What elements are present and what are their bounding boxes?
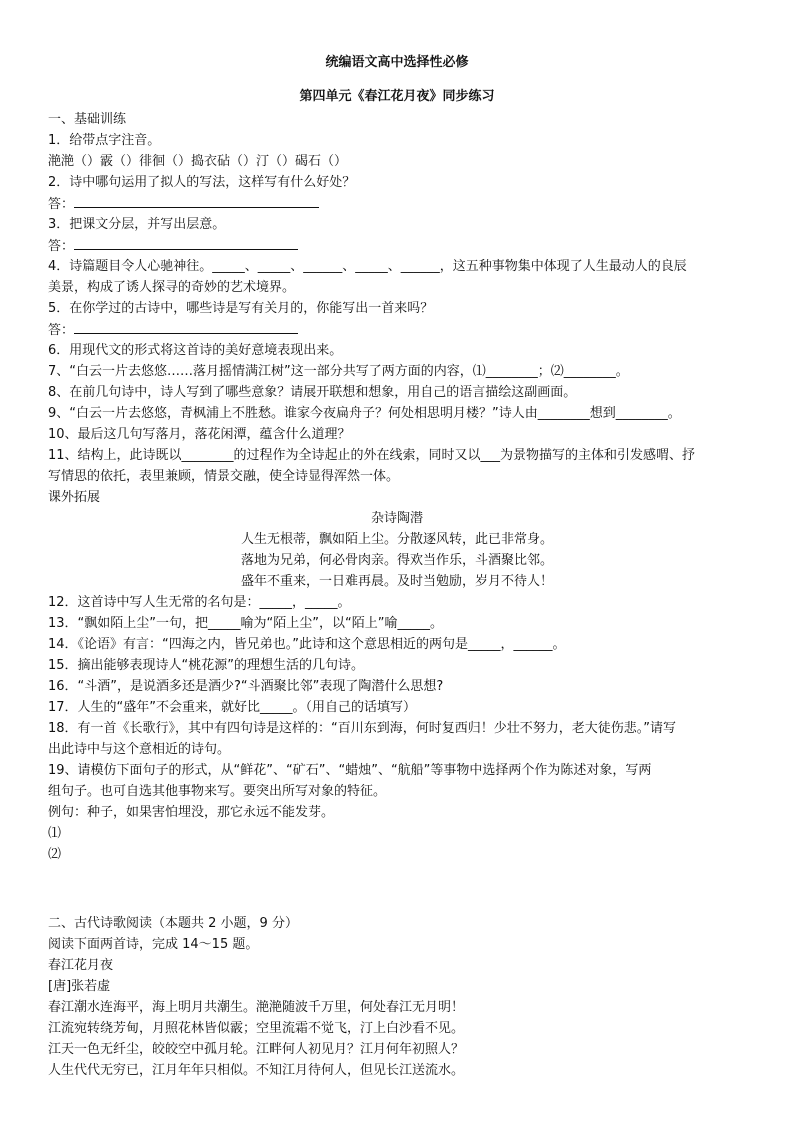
question-18b: 出此诗中与这个意相近的诗句。 xyxy=(48,742,231,757)
question-4a: 4．诗篇题目令人心驰神往。_____、_____、______、_____、______，这五种事物集中体现了人生最动人的良辰 xyxy=(48,259,687,274)
section2-poem-line: 春江潮水连海平，海上明月共潮生。滟滟随波千万里，何处春江无月明！ xyxy=(48,1000,465,1015)
question-2: 2．诗中哪句运用了拟人的写法，这样写有什么好处？ xyxy=(48,175,356,190)
answer-label: 答： xyxy=(48,197,75,212)
question-19b: 组句子。也可自选其他事物来写。要突出所写对象的特征。 xyxy=(48,784,387,799)
question-10: 10、最后这几句写落月，落花闲潭，蕴含什么道理？ xyxy=(48,427,351,442)
question-14: 14．《论语》有言：“四海之内，皆兄弟也。”此诗和这个意思相近的两句是_____，______。 xyxy=(48,637,566,652)
example-sentence: 例句：种子，如果害怕埋没，那它永远不能发芽。 xyxy=(48,805,335,820)
question-17: 17．人生的“盛年”不会重来，就好比_____。（用自己的话填写） xyxy=(48,700,417,715)
section2-poem-line: 江流宛转绕芳甸，月照花林皆似霰；空里流霜不觉飞，汀上白沙看不见。 xyxy=(48,1021,465,1036)
section1-heading: 一、基础训练 xyxy=(48,112,127,127)
extension-poem-line: 人生无根蒂，飘如陌上尘。分散逐风转，此已非常身。 xyxy=(240,532,553,547)
question-9: 9、“白云一片去悠悠，青枫浦上不胜愁。谁家今夜扁舟子？何处相思明月楼？”诗人由________想到________。 xyxy=(48,406,681,421)
document-title: 统编语文高中选择性必修 xyxy=(325,55,469,70)
question-13: 13．“飘如陌上尘”一句，把_____喻为“陌上尘”，以“陌上”喻_____。 xyxy=(48,616,443,631)
answer-line-2 xyxy=(48,195,754,214)
answer-line-3 xyxy=(48,237,754,256)
question-4b: 美景，构成了诱人探寻的奇妙的艺术境界。 xyxy=(48,280,296,295)
answer-blank xyxy=(74,195,319,208)
section2-poem-author: [唐]张若虚 xyxy=(48,979,111,994)
answer-label: 答： xyxy=(48,323,75,338)
answer-label: 答： xyxy=(48,239,75,254)
question-6: 6．用现代文的形式将这首诗的美好意境表现出来。 xyxy=(48,343,343,358)
question-5: 5．在你学过的古诗中，哪些诗是写有关月的，你能写出一首来吗？ xyxy=(48,301,434,316)
question-11b: 写情思的依托，表里兼顾，情景交融，使全诗显得浑然一体。 xyxy=(48,469,400,484)
question-1: 1．给带点字注音。 xyxy=(48,133,161,148)
answer-item-1: ⑴ xyxy=(48,826,62,841)
extension-poem-line: 落地为兄弟，何必骨肉亲。得欢当作乐，斗酒聚比邻。 xyxy=(240,553,553,568)
answer-item-2: ⑵ xyxy=(48,847,62,862)
question-19a: 19、请模仿下面句子的形式，从“鲜花”、“矿石”、“蜡烛”、“航船”等事物中选择两个作为陈述对象，写两 xyxy=(48,763,652,778)
question-18a: 18．有一首《长歌行》，其中有四句诗是这样的：“百川东到海，何时复西归！少壮不努力，老大徒伤悲。”请写 xyxy=(48,721,677,736)
answer-blank xyxy=(74,237,298,250)
section2-instruction: 阅读下面两首诗，完成 14～15 题。 xyxy=(48,937,259,952)
extension-poem-title: 杂诗陶潜 xyxy=(370,511,423,526)
section2-poem-title: 春江花月夜 xyxy=(48,958,114,973)
question-16: 16．“斗酒”，是说酒多还是酒少?“斗酒聚比邻”表现了陶潜什么思想? xyxy=(48,679,444,694)
section2-poem-line: 江天一色无纤尘，皎皎空中孤月轮。江畔何人初见月？江月何年初照人？ xyxy=(48,1042,465,1057)
extension-poem-line: 盛年不重来，一日难再晨。及时当勉励，岁月不待人！ xyxy=(240,574,553,589)
question-11a: 11、结构上，此诗既以________的过程作为全诗起止的外在线索，同时又以___为景物描写的主体和引发感喟、抒 xyxy=(48,448,696,463)
section2-poem-line: 人生代代无穷已，江月年年只相似。不知江月待何人，但见长江送流水。 xyxy=(48,1063,465,1078)
question-12: 12．这首诗中写人生无常的名句是：_____，_____。 xyxy=(48,595,351,610)
document-subtitle: 第四单元《春江花月夜》同步练习 xyxy=(299,89,495,104)
extension-heading: 课外拓展 xyxy=(48,490,101,505)
question-15: 15．摘出能够表现诗人“桃花源”的理想生活的几句诗。 xyxy=(48,658,365,673)
section2-heading: 二、古代诗歌阅读（本题共 2 小题，9 分） xyxy=(48,916,298,931)
answer-line-5 xyxy=(48,321,754,340)
question-3: 3．把课文分层，并写出层意。 xyxy=(48,217,226,232)
question-8: 8、在前几句诗中，诗人写到了哪些意象？请展开联想和想象，用自己的语言描绘这副画面。 xyxy=(48,385,577,400)
question-1-items: 滟滟（）霰（）徘徊（）捣衣砧（）汀（）碣石（） xyxy=(48,154,348,169)
question-7: 7、“白云一片去悠悠……落月摇情满江树”这一部分共写了两方面的内容，⑴________；⑵________。 xyxy=(48,364,629,379)
answer-blank xyxy=(74,321,298,334)
